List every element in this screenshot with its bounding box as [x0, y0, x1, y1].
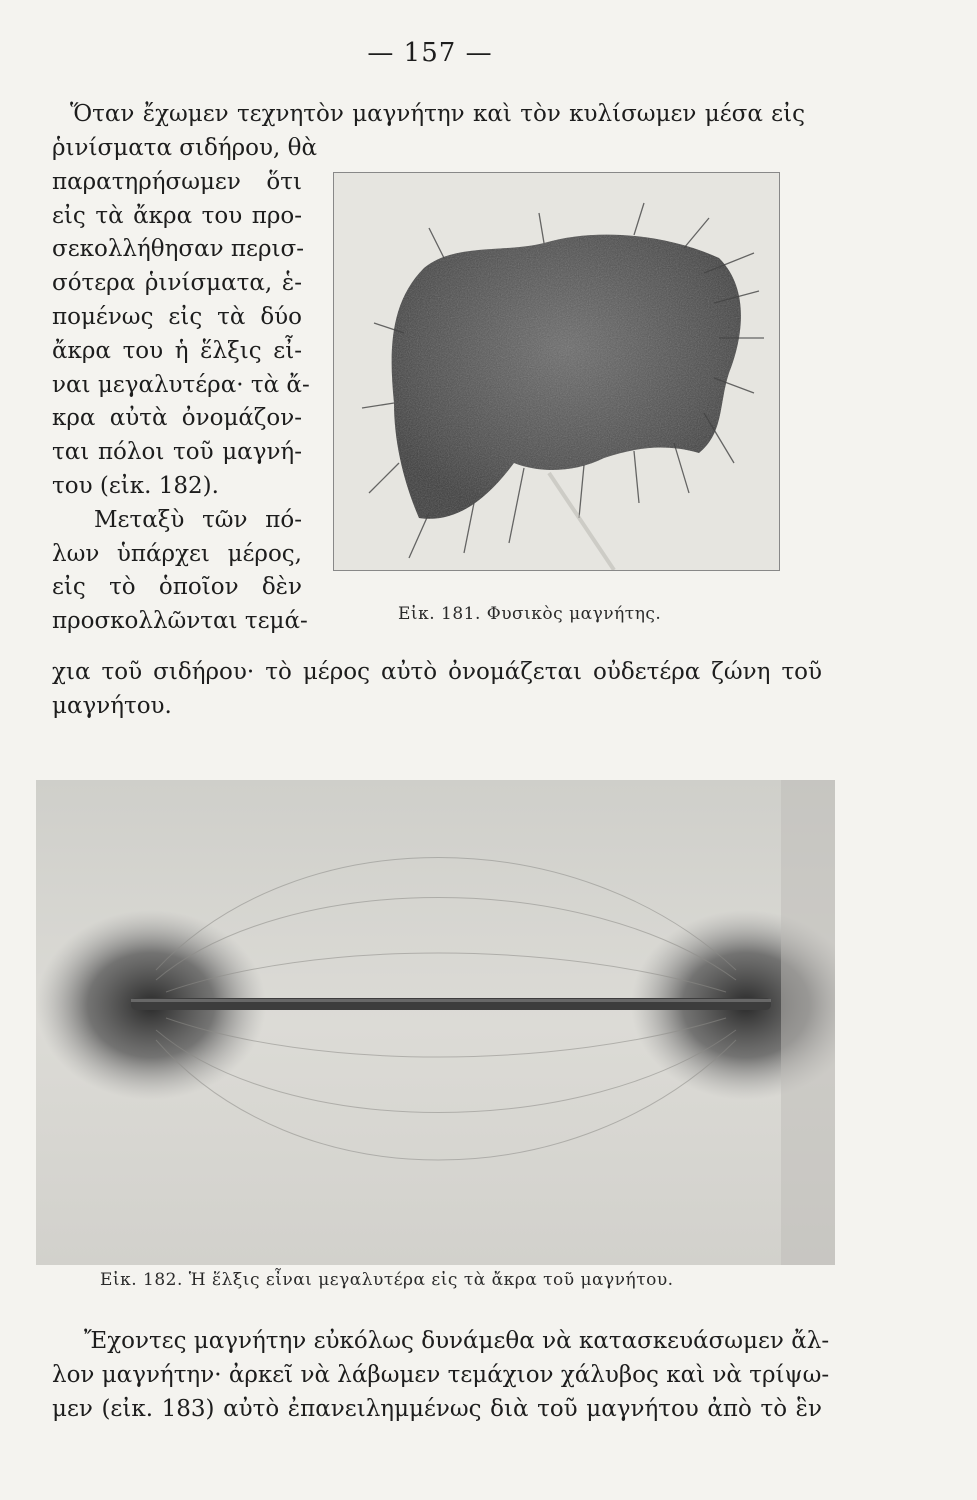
paragraph-1-wrapped-text — [52, 132, 317, 639]
text-line: του (εἰκ. 182). — [52, 472, 219, 499]
text-line: Ὅταν ἔχωμεν τεχνητὸν μαγνήτην καὶ τὸν κυλίσωμεν μέσα εἰς — [70, 101, 805, 127]
paragraph-3 — [52, 1325, 830, 1426]
text-line: Μεταξὺ τῶν πό- — [94, 506, 302, 533]
natural-magnet-image — [334, 173, 779, 570]
text-line: σότερα ῥινίσματα, ἑ- — [52, 270, 302, 297]
figure-181-caption: Εἰκ. 181. Φυσικὸς μαγνήτης. — [398, 604, 662, 624]
text-line: σεκολλήθησαν περισ- — [52, 236, 304, 263]
text-line: ῥινίσματα σιδήρου, θὰ — [52, 135, 317, 161]
bar-magnet-filings-photo — [36, 780, 835, 1265]
text-line: ται πόλοι τοῦ μαγνή- — [52, 439, 302, 466]
text-line: λον μαγνήτην· ἀρκεῖ νὰ λάβωμεν τεμάχιον χάλυβος καὶ νὰ τρίψω- — [52, 1361, 830, 1388]
text-line: εἰς τὰ ἄκρα του προ- — [52, 202, 302, 229]
text-line: χια τοῦ σιδήρου· τὸ μέρος αὐτὸ ὀνομάζεται οὐδετέρα ζώνη τοῦ — [52, 659, 822, 685]
text-line: παρατηρήσωμεν ὅτι — [52, 168, 302, 195]
text-line: κρα αὐτὰ ὀνομάζον- — [52, 405, 302, 432]
text-line: μεν (εἰκ. 183) αὐτὸ ἐπανειλημμένως διὰ τοῦ μαγνήτου ἀπὸ τὸ ἓν — [52, 1395, 822, 1422]
page-number: — 157 — — [367, 38, 493, 68]
bar-magnet-image — [36, 780, 835, 1265]
text-line: προσκολλῶνται τεμά- — [52, 608, 308, 635]
text-line: εἰς τὸ ὁποῖον δὲν — [52, 574, 302, 601]
text-line: ἄκρα του ἡ ἕλξις εἶ- — [52, 337, 302, 364]
natural-magnet-photo — [333, 172, 780, 571]
text-line: πομένως εἰς τὰ δύο — [52, 303, 302, 330]
text-line: ναι μεγαλυτέρα· τὰ ἄ- — [52, 371, 310, 398]
paragraph-1-closing-lines — [52, 656, 822, 724]
figure-182-caption: Εἰκ. 182. Ἡ ἕλξις εἶναι μεγαλυτέρα εἰς τὰ ἄκρα τοῦ μαγνήτου. — [100, 1270, 674, 1290]
text-line: Ἔχοντες μαγνήτην εὐκόλως δυνάμεθα νὰ κατασκευάσωμεν ἄλ- — [84, 1328, 830, 1354]
paragraph-1-first-line — [70, 98, 805, 132]
text-line: μαγνήτου. — [52, 692, 172, 719]
text-line: λων ὑπάρχει μέρος, — [52, 540, 302, 567]
